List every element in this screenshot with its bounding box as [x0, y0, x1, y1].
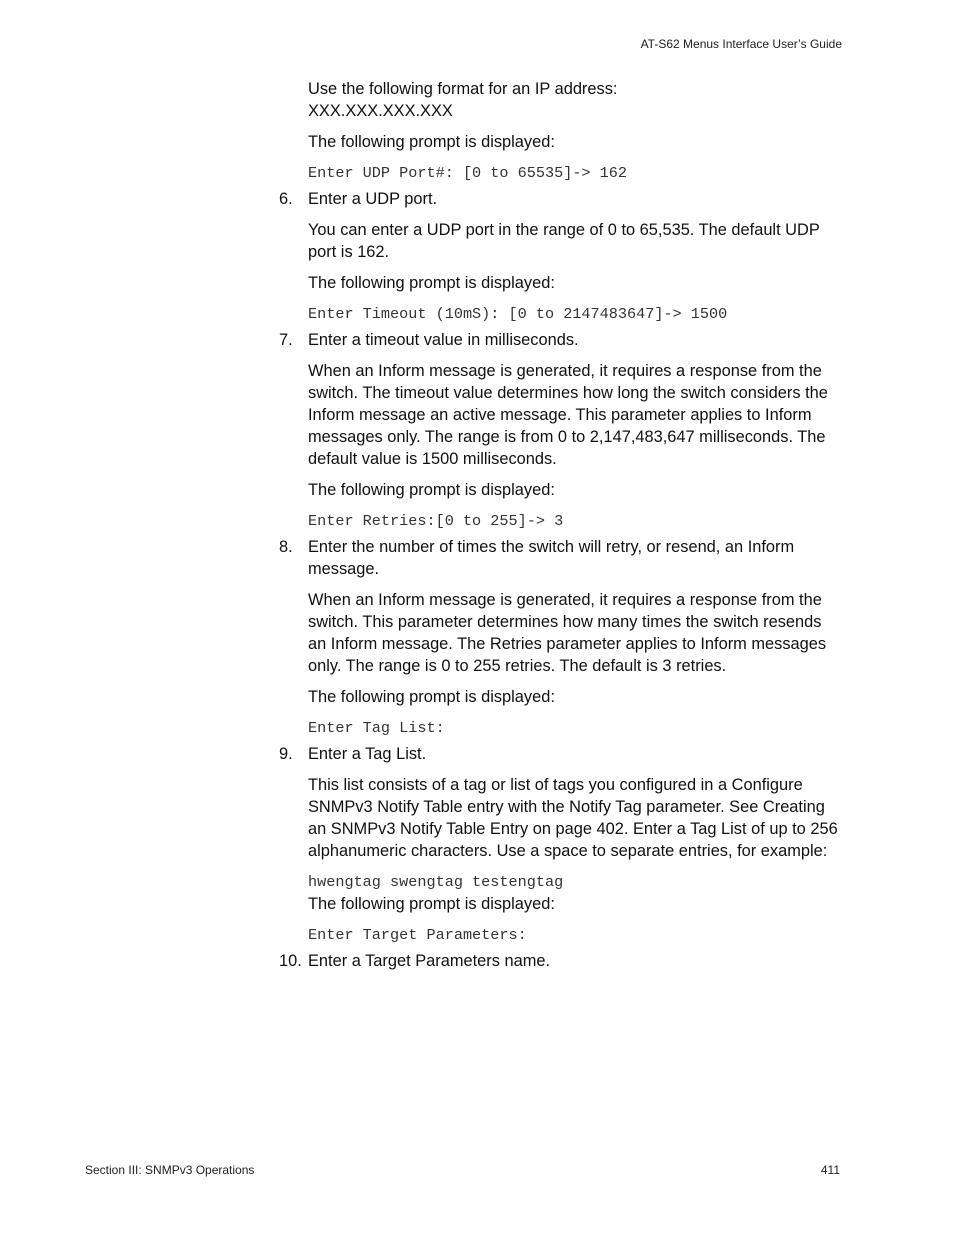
prompt-intro-text: The following prompt is displayed: [308, 133, 555, 151]
tag-list-prompt: Enter Tag List: [308, 719, 445, 737]
retries-description: When an Inform message is generated, it requires a response from the switch. This parameter determines how many times the switch resends an Inform message. The Retries parameter applies to Inform messages only. The range is 0 to 255 retries. The default is 3 retries. [308, 591, 827, 675]
tag-list-example: hwengtag swengtag testengtag [308, 873, 564, 891]
target-parameters-prompt: Enter Target Parameters: [308, 926, 527, 944]
ip-format-text: Use the following format for an IP address: [308, 80, 618, 98]
step-text: Enter the number of times the switch will retry, or resend, an Inform message. [308, 538, 795, 578]
footer-section-label: Section III: SNMPv3 Operations [85, 1163, 255, 1177]
step-text: Enter a Target Parameters name. [308, 952, 551, 970]
prompt-intro-text: The following prompt is displayed: [308, 895, 555, 913]
page-number: 411 [820, 1163, 840, 1177]
step-text: Enter a timeout value in milliseconds. [308, 331, 579, 349]
step-number: 10. [279, 952, 302, 970]
prompt-intro-text: The following prompt is displayed: [308, 481, 555, 499]
timeout-description: When an Inform message is generated, it requires a response from the switch. The timeout value determines how long the switch considers the Inform message an active message. This parameter applies to Inform messages only. The range is from 0 to 2,147,483,647 milliseconds. The default value is 1500 milliseconds. [308, 362, 828, 468]
udp-port-prompt: Enter UDP Port#: [0 to 65535]-> 162 [308, 164, 627, 182]
step-7 [279, 329, 838, 351]
ip-format-example: XXX.XXX.XXX.XXX [308, 102, 453, 120]
step-text: Enter a UDP port. [308, 190, 438, 208]
running-header-title: AT-S62 Menus Interface User’s Guide [640, 37, 842, 51]
udp-port-description: You can enter a UDP port in the range of 0 to 65,535. The default UDP port is 162. [308, 221, 820, 261]
step-10 [279, 950, 838, 972]
prompt-intro-text: The following prompt is displayed: [308, 688, 555, 706]
step-number: 6. [279, 190, 293, 208]
retries-prompt: Enter Retries:[0 to 255]-> 3 [308, 512, 564, 530]
step-6 [279, 188, 838, 210]
step-number: 7. [279, 331, 293, 349]
timeout-prompt: Enter Timeout (10mS): [0 to 2147483647]-> 1500 [308, 305, 728, 323]
step-text: Enter a Tag List. [308, 745, 427, 763]
step-9 [279, 743, 838, 765]
step-8 [279, 536, 838, 580]
tag-list-description: This list consists of a tag or list of tags you configured in a Configure SNMPv3 Notify Table entry with the Notify Tag parameter. See Creating an SNMPv3 Notify Table Entry on page 402. Enter a Tag List of up to 256 alphanumeric characters. Use a space to separate entries, for example: [308, 776, 838, 860]
page-body [279, 78, 838, 981]
step-number: 8. [279, 538, 293, 556]
step-number: 9. [279, 745, 293, 763]
prompt-intro-text: The following prompt is displayed: [308, 274, 555, 292]
